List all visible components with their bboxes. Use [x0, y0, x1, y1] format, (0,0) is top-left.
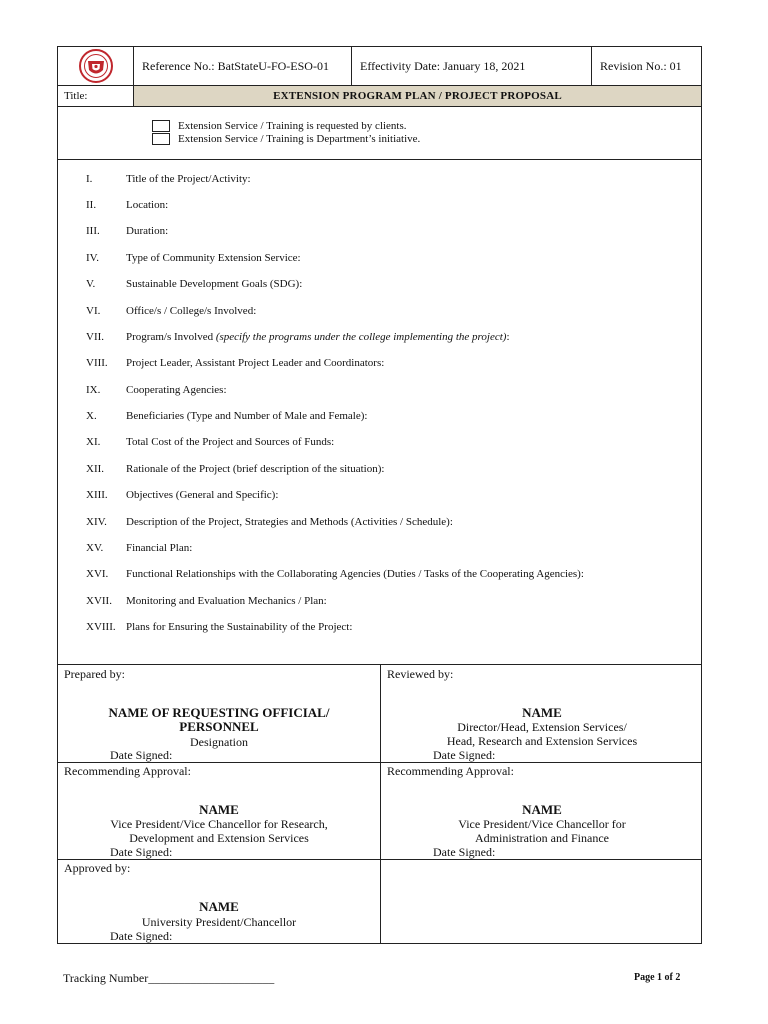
- recommending-approval-label: Recommending Approval:: [387, 764, 514, 778]
- list-item: XV. Financial Plan:: [86, 542, 193, 554]
- designation-text: Designation: [190, 735, 248, 749]
- reviewed-by-label: Reviewed by:: [387, 667, 454, 681]
- list-item: XVII. Monitoring and Evaluation Mechanics / Plan:: [86, 595, 327, 607]
- approver-name: NAME: [199, 899, 239, 914]
- approver-role: University President/Chancellor: [141, 915, 297, 929]
- list-item: VIII. Project Leader, Assistant Project Leader and Coordinators:: [86, 357, 385, 369]
- recommender-name: NAME: [199, 802, 239, 817]
- title-label: Title:: [58, 86, 134, 106]
- checkbox-label: Extension Service / Training is Department’s initiative.: [178, 133, 421, 145]
- list-item: XIV. Description of the Project, Strategies and Methods (Activities / Schedule):: [86, 516, 453, 528]
- prepared-by-label: Prepared by:: [64, 667, 125, 681]
- effectivity-date: Effectivity Date: January 18, 2021: [352, 47, 592, 85]
- date-signed-label: Date Signed:: [433, 845, 496, 859]
- checkbox-square[interactable]: [152, 133, 170, 145]
- date-signed-label: Date Signed:: [110, 748, 173, 762]
- list-item: I. Title of the Project/Activity:: [86, 173, 251, 185]
- reference-number: Reference No.: BatStateU-FO-ESO-01: [134, 47, 352, 85]
- prepared-by-cell: [58, 665, 380, 762]
- page-number: Page 1 of 2: [634, 972, 681, 983]
- proposal-items-list: [57, 159, 702, 665]
- list-item: II. Location:: [86, 199, 169, 211]
- university-seal-logo: [76, 48, 116, 84]
- list-item: X. Beneficiaries (Type and Number of Male and Female):: [86, 410, 368, 422]
- list-item: XVIII. Plans for Ensuring the Sustainability of the Project:: [86, 621, 353, 633]
- recommending-approval-cell-1: [58, 762, 380, 859]
- form-header: [57, 46, 702, 86]
- logo-cell: [58, 47, 134, 85]
- checkbox-option-department-initiative[interactable]: [152, 133, 420, 145]
- list-item: IV. Type of Community Extension Service:: [86, 252, 301, 264]
- list-item: V. Sustainable Development Goals (SDG):: [86, 278, 303, 290]
- recommending-approval-label: Recommending Approval:: [64, 764, 191, 778]
- checkbox-label: Extension Service / Training is requested by clients.: [178, 120, 407, 132]
- date-signed-label: Date Signed:: [433, 748, 496, 762]
- reviewer-role-line1: Director/Head, Extension Services/: [457, 720, 627, 734]
- revision-number: Revision No.: 01: [600, 58, 682, 73]
- reviewer-name: NAME: [522, 705, 562, 720]
- recommender-role-line1: Vice President/Vice Chancellor for Research,: [110, 817, 328, 831]
- list-item: XI. Total Cost of the Project and Sources of Funds:: [86, 436, 335, 448]
- reviewed-by-cell: [381, 665, 703, 762]
- checkbox-option-client-request[interactable]: [152, 120, 407, 132]
- recommending-approval-cell-2: [381, 762, 703, 859]
- title-row: [57, 85, 702, 107]
- recommender-role-line1: Vice President/Vice Chancellor for: [458, 817, 626, 831]
- requesting-official-name: NAME OF REQUESTING OFFICIAL/: [108, 705, 330, 720]
- signature-grid: [57, 664, 702, 944]
- recommender-role-line2: Administration and Finance: [475, 831, 609, 845]
- list-item: III. Duration:: [86, 225, 169, 237]
- approved-by-cell: [58, 859, 380, 956]
- list-item: IX. Cooperating Agencies:: [86, 384, 227, 396]
- checkbox-square[interactable]: [152, 120, 170, 132]
- tracking-number: Tracking Number_____________________: [63, 971, 275, 985]
- recommender-role-line2: Development and Extension Services: [129, 831, 309, 845]
- date-signed-label: Date Signed:: [110, 929, 173, 943]
- requesting-official-name-line2: PERSONNEL: [179, 719, 259, 734]
- request-type-section: [57, 106, 702, 160]
- approved-by-label: Approved by:: [64, 861, 131, 875]
- date-signed-label: Date Signed:: [110, 845, 173, 859]
- list-item: XIII. Objectives (General and Specific):: [86, 489, 279, 501]
- list-item: VII. Program/s Involved (specify the programs under the college implementing the project) :: [86, 331, 510, 343]
- list-item: XVI. Functional Relationships with the Collaborating Agencies (Duties / Tasks of the Cooperating Agencies):: [86, 568, 584, 580]
- document-title: EXTENSION PROGRAM PLAN / PROJECT PROPOSAL: [134, 86, 701, 106]
- list-item: XII. Rationale of the Project (brief description of the situation):: [86, 463, 385, 475]
- recommender-name: NAME: [522, 802, 562, 817]
- list-item: VI. Office/s / College/s Involved:: [86, 305, 257, 317]
- reviewer-role-line2: Head, Research and Extension Services: [446, 734, 638, 748]
